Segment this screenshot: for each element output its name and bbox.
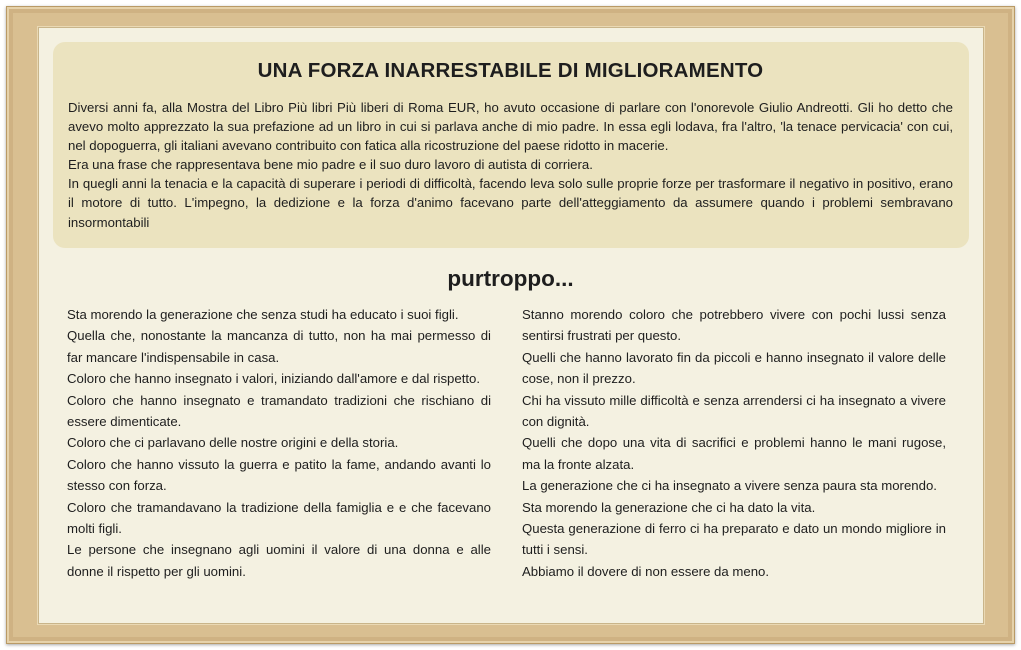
right-line: Questa generazione di ferro ci ha preparato e dato un mondo migliore in tutti i sensi. bbox=[522, 521, 946, 558]
right-line: Sta morendo la generazione che ci ha dato la vita. bbox=[522, 499, 816, 515]
right-line: Quelli che dopo una vita di sacrifici e problemi hanno le mani rugose, ma la fronte alzata. bbox=[522, 435, 946, 472]
left-line: Coloro che hanno vissuto la guerra e patito la fame, andando avanti lo stesso con forza. bbox=[67, 456, 491, 494]
right-line: Abbiamo il dovere di non essere da meno. bbox=[522, 563, 770, 579]
subtitle: purtroppo... bbox=[447, 266, 574, 291]
left-line: Quella che, nonostante la mancanza di tutto, non ha mai permesso di far mancare l'indispensabile in casa. bbox=[67, 328, 491, 365]
right-line: Chi ha vissuto mille difficoltà e senza arrendersi ci ha insegnato a vivere con dignità. bbox=[522, 392, 946, 430]
intro-text bbox=[68, 98, 953, 232]
left-line: Coloro che tramandavano la tradizione della famiglia e e che facevano molti figli. bbox=[67, 499, 491, 537]
intro-paragraph: Era una frase che rappresentava bene mio padre e il suo duro lavoro di autista di corriera. bbox=[68, 157, 593, 173]
left-column bbox=[67, 304, 491, 582]
intro-paragraph: Diversi anni fa, alla Mostra del Libro Più libri Più liberi di Roma EUR, ho avuto occasione di parlare con l'onorevole Giulio Andreotti. Gli ho detto che avevo molto apprezzato la sua prefazione ad un libro in cui si parlava anche di mio padre. In essa egli lodava, fra l'altro, 'la tenace pervicacia' con cui, nel dopoguerra, gli italiani avevano contribuito con fatica alla ricostruzione del paese ridotto in macerie. bbox=[68, 100, 953, 154]
right-column bbox=[522, 304, 946, 582]
intro-paragraph: In quegli anni la tenacia e la capacità di superare i periodi di difficoltà, facendo leva solo sulle proprie forze per trasformare il negativo in positivo, erano il motore di tutto. L'impegno, la dedizione e la forza d'animo facevano parte dell'atteggiamento da assumere quando i problemi sembravano insormontabili bbox=[68, 176, 953, 230]
left-line: Le persone che insegnano agli uomini il valore di una donna e alle donne il rispetto per gli uomini. bbox=[67, 542, 491, 579]
left-line: Coloro che hanno insegnato e tramandato tradizioni che rischiano di essere dimenticate. bbox=[67, 392, 491, 430]
left-line: Coloro che ci parlavano delle nostre origini e della storia. bbox=[67, 435, 399, 451]
left-line: Coloro che hanno insegnato i valori, iniziando dall'amore e dal rispetto. bbox=[67, 371, 481, 387]
intro-box bbox=[53, 42, 969, 248]
right-line: Quelli che hanno lavorato fin da piccoli e hanno insegnato il valore delle cose, non il prezzo. bbox=[522, 349, 946, 387]
right-line: La generazione che ci ha insegnato a vivere senza paura sta morendo. bbox=[522, 478, 937, 494]
right-line: Stanno morendo coloro che potrebbero vivere con pochi lussi senza sentirsi frustrati per questo. bbox=[522, 307, 946, 344]
left-line: Sta morendo la generazione che senza studi ha educato i suoi figli. bbox=[67, 307, 459, 322]
main-title: UNA FORZA INARRESTABILE DI MIGLIORAMENTO bbox=[257, 59, 764, 82]
